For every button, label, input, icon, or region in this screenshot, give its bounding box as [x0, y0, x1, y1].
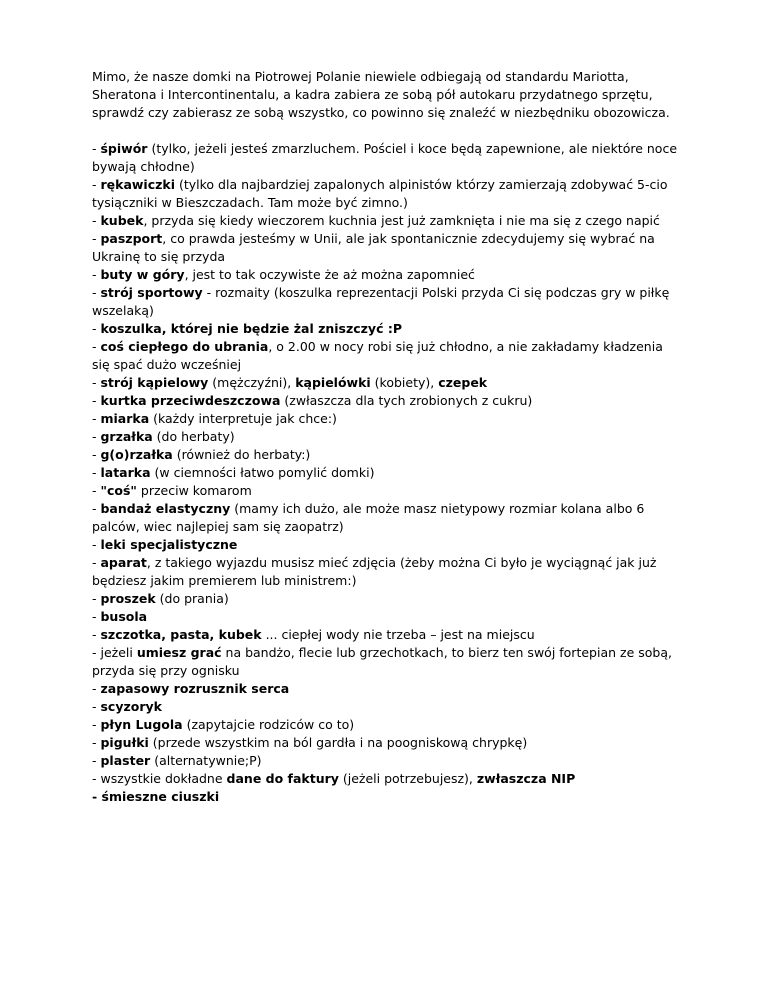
item-bold-text: pigułki [100, 735, 149, 750]
item-bold-text: paszport [100, 231, 163, 246]
list-item [92, 392, 682, 410]
item-text: - jeżeli [92, 645, 137, 660]
item-text: - [92, 411, 101, 426]
item-text: (mamy ich dużo, ale może masz nietypowy rozmiar kolana albo 6 palców, wiec najlepiej sam się zaopatrz) [92, 501, 645, 534]
item-bold-text: płyn Lugola [100, 717, 183, 732]
item-text: - [92, 177, 101, 192]
item-bold-text: strój sportowy [100, 285, 203, 300]
item-bold-text: kubek [100, 213, 144, 228]
list-item [92, 734, 682, 752]
item-bold-text: czepek [438, 375, 488, 390]
item-text: - [92, 141, 101, 156]
item-text: - [92, 537, 101, 552]
item-text: - [92, 609, 101, 624]
item-text: - [92, 375, 101, 390]
item-bold-text: "coś" [100, 483, 137, 498]
item-bold-text: strój kąpielowy [100, 375, 209, 390]
item-text: , jest to tak oczywiste że aż można zapomnieć [184, 267, 475, 282]
list-item [92, 626, 682, 644]
item-text: - [92, 627, 101, 642]
list-item [92, 680, 682, 698]
list-item [92, 284, 682, 320]
list-item [92, 536, 682, 554]
list-item [92, 230, 682, 266]
item-text: , co prawda jesteśmy w Unii, ale jak spontanicznie zdecydujemy się wybrać na Ukrainę to się przyda [92, 231, 655, 264]
item-text: (każdy interpretuje jak chce:) [149, 411, 337, 426]
item-text: (mężczyźni), [208, 375, 296, 390]
item-bold-text: scyzoryk [100, 699, 162, 714]
list-item [92, 482, 682, 500]
list-item [92, 500, 682, 536]
item-text: - [92, 465, 101, 480]
item-text: - [92, 591, 101, 606]
item-text: (zapytajcie rodziców co to) [182, 717, 355, 732]
item-bold-text: miarka [100, 411, 150, 426]
item-text: (kobiety), [370, 375, 439, 390]
item-text: - [92, 501, 101, 516]
item-text: - [92, 231, 101, 246]
list-item [92, 338, 682, 374]
item-text: , o 2.00 w nocy robi się już chłodno, a nie zakładamy kładzenia się spać dużo wcześniej [92, 339, 663, 372]
item-bold-text: - śmieszne ciuszki [92, 789, 220, 804]
packing-list [92, 140, 682, 806]
item-text: - [92, 753, 101, 768]
list-item [92, 212, 682, 230]
item-text: , z takiego wyjazdu musisz mieć zdjęcia (żeby można Ci było je wyciągnąć jak już będziesz jakim premierem lub ministrem:) [92, 555, 657, 588]
item-text: (w ciemności łatwo pomylić domki) [150, 465, 375, 480]
item-bold-text: kurtka przeciwdeszczowa [100, 393, 281, 408]
intro-paragraph: Mimo, że nasze domki na Piotrowej Polanie niewiele odbiegają od standardu Mariotta, Sheratona i Intercontinentalu, a kadra zabiera ze sobą pół autokaru przydatnego sprzętu, sprawdź czy zabierasz ze sobą wszystko, co powinno się znaleźć w niezbędniku obozowicza. [92, 69, 670, 120]
list-item [92, 410, 682, 428]
item-text: ... ciepłej wody nie trzeba – jest na miejscu [261, 627, 535, 642]
item-bold-text: zapasowy rozrusznik serca [100, 681, 290, 696]
item-text: - [92, 735, 101, 750]
item-text: - [92, 393, 101, 408]
item-text: (przede wszystkim na ból gardła i na poogniskową chrypkę) [148, 735, 528, 750]
item-text: - [92, 681, 101, 696]
item-text: - wszystkie dokładne [92, 771, 227, 786]
list-item [92, 176, 682, 212]
list-item [92, 320, 682, 338]
item-text: (zwłaszcza dla tych zrobionych z cukru) [280, 393, 533, 408]
list-item [92, 266, 682, 284]
item-bold-text: g(o)rzałka [100, 447, 173, 462]
item-text: - [92, 699, 101, 714]
item-bold-text: bandaż elastyczny [100, 501, 231, 516]
item-bold-text: buty w góry [100, 267, 185, 282]
document-page [92, 68, 682, 806]
item-text: (tylko, jeżeli jesteś zmarzluchem. Pościel i koce będą zapewnione, ale niektóre noce bywają chłodne) [92, 141, 678, 174]
item-bold-text: plaster [100, 753, 151, 768]
list-item [92, 374, 682, 392]
list-item [92, 716, 682, 734]
item-bold-text: zwłaszcza NIP [476, 771, 576, 786]
item-text: - [92, 285, 101, 300]
item-bold-text: rękawiczki [100, 177, 175, 192]
list-item [92, 428, 682, 446]
item-text: - [92, 429, 101, 444]
item-text: - [92, 447, 101, 462]
item-bold-text: szczotka, pasta, kubek [100, 627, 262, 642]
list-item [92, 698, 682, 716]
item-bold-text: busola [100, 609, 148, 624]
item-text: (alternatywnie;P) [150, 753, 262, 768]
list-item [92, 752, 682, 770]
item-text: (tylko dla najbardziej zapalonych alpinistów którzy zamierzają zdobywać 5-cio tysiączniki w Bieszczadach. Tam może być zimno.) [92, 177, 668, 210]
item-bold-text: proszek [100, 591, 156, 606]
item-bold-text: koszulka, której nie będzie żal zniszczyć :P [100, 321, 403, 336]
item-text: (jeżeli potrzebujesz), [338, 771, 477, 786]
list-item [92, 770, 682, 788]
item-bold-text: dane do faktury [226, 771, 339, 786]
item-bold-text: latarka [100, 465, 151, 480]
item-text: - [92, 213, 101, 228]
item-text: - [92, 555, 101, 570]
list-item [92, 554, 682, 590]
item-text: - [92, 267, 101, 282]
item-text: - [92, 483, 101, 498]
item-text: (również do herbaty:) [172, 447, 311, 462]
item-bold-text: kąpielówki [295, 375, 371, 390]
list-item [92, 140, 682, 176]
item-text: - rozmaity (koszulka reprezentacji Polski przyda Ci się podczas gry w piłkę wszelaką) [92, 285, 670, 318]
item-text: - [92, 339, 101, 354]
list-item [92, 446, 682, 464]
item-bold-text: grzałka [100, 429, 153, 444]
item-text: na bandżo, flecie lub grzechotkach, to bierz ten swój fortepian ze sobą, przyda się przy ognisku [92, 645, 672, 678]
list-item [92, 464, 682, 482]
item-bold-text: coś ciepłego do ubrania [100, 339, 269, 354]
item-text: - [92, 717, 101, 732]
item-bold-text: umiesz grać [136, 645, 222, 660]
item-bold-text: aparat [100, 555, 147, 570]
item-bold-text: leki specjalistyczne [100, 537, 238, 552]
list-item [92, 608, 682, 626]
item-text: - [92, 321, 101, 336]
item-bold-text: śpiwór [100, 141, 148, 156]
item-text: przeciw komarom [136, 483, 252, 498]
list-item [92, 590, 682, 608]
item-text: , przyda się kiedy wieczorem kuchnia jest już zamknięta i nie ma się z czego napić [143, 213, 660, 228]
list-item [92, 644, 682, 680]
item-text: (do herbaty) [152, 429, 235, 444]
item-text: (do prania) [155, 591, 229, 606]
list-item [92, 788, 682, 806]
